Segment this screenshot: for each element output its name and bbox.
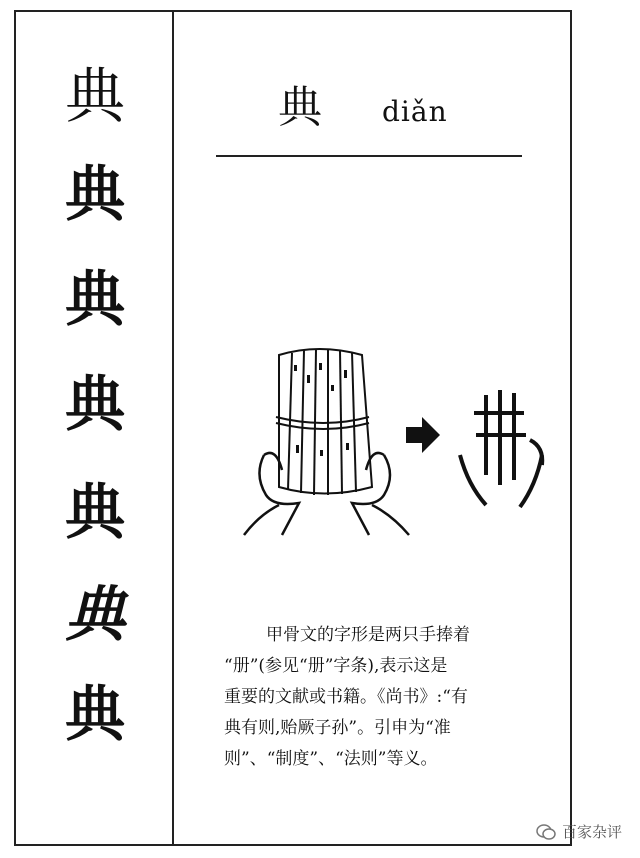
- oracle-bone-form: 典: [65, 62, 125, 132]
- header-rule: [216, 155, 522, 157]
- wechat-icon: [536, 824, 556, 840]
- headword-character: 典: [278, 82, 322, 133]
- description-line: 典有则,贻厥子孙”。引申为“准: [224, 718, 451, 738]
- description-line: 甲骨文的字形是两只手捧着: [266, 625, 470, 645]
- oracle-bone-glyph-icon: [460, 390, 542, 507]
- cursive-form: 典: [65, 680, 125, 750]
- watermark-text: 百家杂评: [561, 823, 622, 841]
- arrow-icon: [406, 417, 440, 453]
- running-form: 典: [65, 580, 125, 650]
- description-line: “册”(参见“册”字条),表示这是: [224, 656, 448, 676]
- bronze-form: 典: [65, 160, 125, 230]
- clerical-form: 典: [65, 370, 125, 440]
- seal-form: 典: [65, 265, 125, 335]
- watermark: [536, 821, 622, 842]
- regular-form: 典: [65, 478, 125, 548]
- headword-pinyin: diǎn: [382, 95, 448, 128]
- description-line: 则”、“制度”、“法则”等义。: [224, 749, 438, 769]
- column-divider: [172, 12, 174, 844]
- description-line: 重要的文献或书籍。《尚书》:“有: [224, 687, 468, 707]
- hands-holding-book-illustration: [224, 335, 554, 565]
- character-description: [224, 620, 544, 775]
